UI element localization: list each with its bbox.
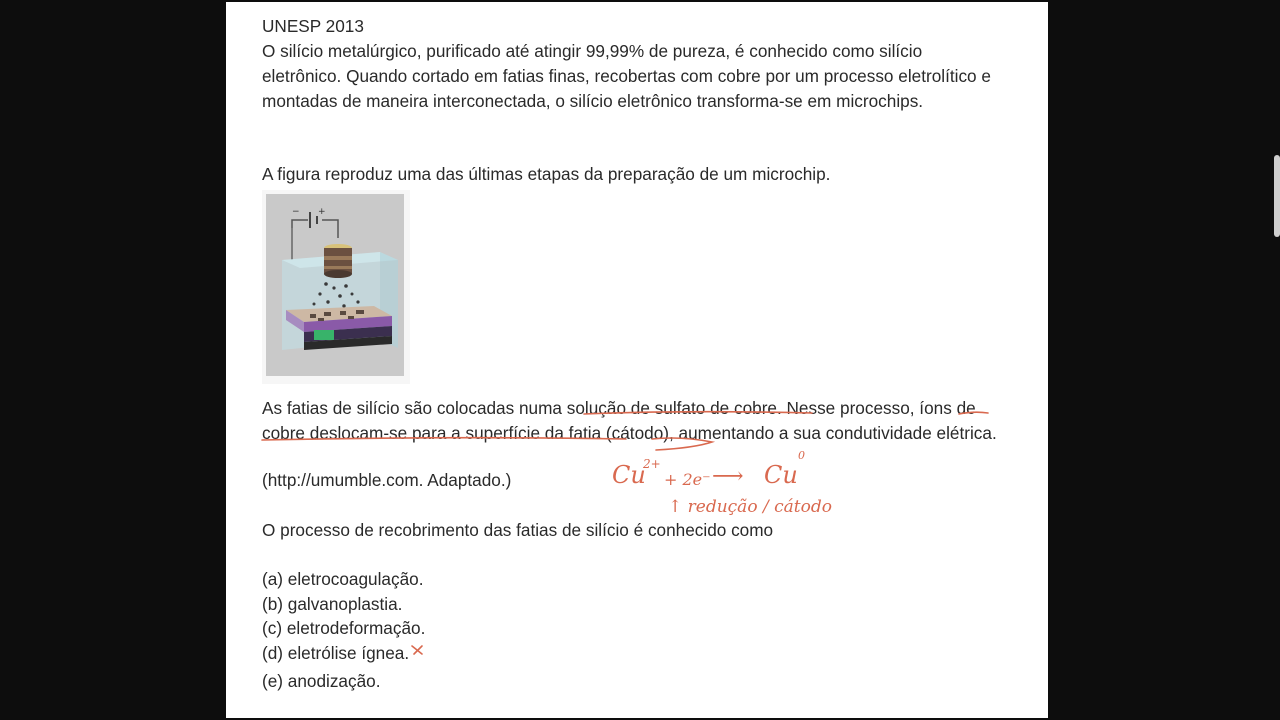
reaction-product: Cu [764,461,798,489]
reaction-reactant: Cu [612,461,646,489]
option-b[interactable]: (b) galvanoplastia. [262,593,403,614]
option-e[interactable]: (e) anodização. [262,671,381,691]
option-d[interactable]: (d) eletrólise ígnea. [262,642,410,663]
option-c[interactable]: (c) eletrodeformação. [262,618,426,638]
reaction-charge: 2+ [643,457,661,471]
answer-options [262,567,425,694]
citation: (http://umumble.com. Adaptado.) [262,470,512,490]
reaction-arrow: ⟶ [712,464,744,489]
option-a[interactable]: (a) eletrocoagulação. [262,569,424,589]
question-stem: O processo de recobrimento das fatias de silício é conhecido como [262,520,774,540]
figure-caption: A figura reproduz uma das últimas etapas da preparação de um microchip. [262,164,831,184]
intro-paragraph: O silício metalúrgico, purificado até atingir 99,99% de pureza, é conhecido como silício eletrônico. Quando cortado em fatias finas, recobertas com cobre por um processo eletrolítico e montadas de maneira interconectada, o silício eletrônico transforma-se em microchips. [262,41,991,111]
process-paragraph: As fatias de silício são colocadas numa solução de sulfato de cobre. Nesse processo, íons de cobre deslocam-se para a superfície da fatia (cátodo), aumentando a sua condutividade elétrica. [262,398,997,443]
reaction-electrons: + 2e⁻ [664,470,711,489]
reaction-product-sup: 0 [798,449,805,462]
minus-sign: − [292,207,300,217]
plus-sign: + [318,207,326,217]
document-page [226,2,1048,718]
reduction-cathode-note: ↑ redução / cátodo [668,497,832,517]
microchip-electroplating-figure [262,190,410,384]
question-source: UNESP 2013 [262,16,364,36]
scrollbar-thumb[interactable] [1274,155,1280,237]
